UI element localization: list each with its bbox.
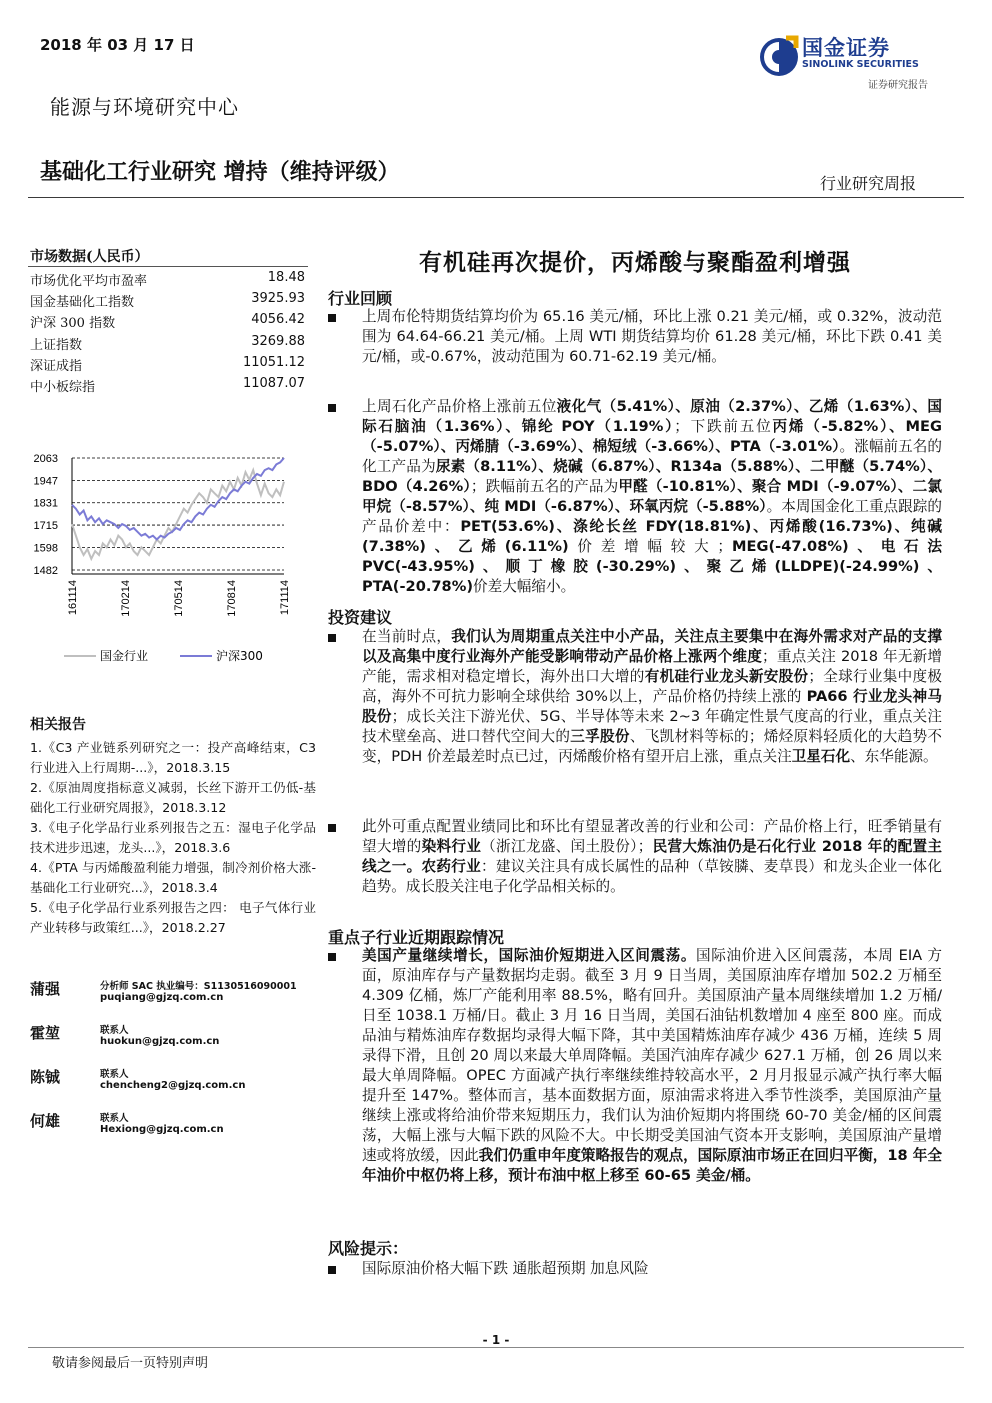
chart-legend [64,648,263,663]
related-report-item: 1.《C3 产业链系列研究之一：投产高峰结束，C3 行业进入上行周期-...》，2018.3.15 [30,740,316,775]
market-row-value: 11051.12 [242,354,305,370]
analyst-email[interactable]: Hexiong@gjzq.com.cn [100,1124,224,1135]
bold-text-segment: 尿素（8.11%）、烧碱（6.87%）、R134a（5.88%）、二甲醚（5.74%）、BDO（4.26%） [362,458,942,495]
text-segment: （浙江龙盛、闰土股份）； [481,838,653,855]
market-row [30,291,305,311]
analyst-role: 联系人 [100,1069,129,1080]
bullet-square-icon [328,314,336,322]
logo-en: SINOLINK SECURITIES [802,59,919,70]
chart-y-tick-label: 1598 [33,542,58,555]
market-row [30,312,305,332]
text-segment: 价差大幅缩小。 [473,578,576,595]
text-segment: 、飞凯材料等标的；烯烃原料轻质化的大趋势不变，PDH 价差最差时点已过，丙烯酸价格有望开启上涨，重点关注 [362,728,942,765]
company-logo [758,32,948,92]
market-row-label: 深证成指 [30,358,83,374]
text-segment: ；跌幅前五名的产品为 [470,478,619,495]
research-center: 能源与环境研究中心 [50,95,239,119]
logo-cn: 国金证券 [802,36,890,60]
analyst-role: 联系人 [100,1025,129,1036]
analyst-name: 陈铖 [30,1068,61,1086]
analyst-role: 分析师 SAC 执业编号：S1130516090001 [100,981,297,992]
chart-x-tick-label: 170814 [226,580,238,617]
section-advice-title: 投资建议 [328,608,393,627]
bold-text-segment: 卫星石化 [791,748,851,765]
advice-text-2 [362,817,942,897]
logo-subtitle: 证券研究报告 [868,80,928,91]
market-row-label: 上证指数 [30,337,83,353]
chart-y-tick-label: 1831 [33,497,58,510]
chart-legend-label: 国金行业 [100,649,149,663]
text-segment: ；成长关注下游光伏、5G、半导体等未来 2~3 年确定性景气度高的行业，重点关注技术壁垒高、进口替代空间大的 [362,708,942,745]
chart-grid [72,458,284,574]
related-report-item: 4.《PTA 与丙烯酸盈利能力增强，制冷剂价格大涨-基础化工行业研究...》，2018.3.4 [30,860,316,895]
market-row-value: 4056.42 [251,312,305,328]
text-segment: 、东华能源。 [850,748,938,765]
chart-y-ticks [34,453,58,577]
market-row-value: 11087.07 [242,376,305,391]
bold-text-segment: 染料行业 [421,838,482,855]
footer-divider [28,1347,964,1348]
chart-y-tick-label: 1715 [33,520,58,533]
section-review-title: 行业回顾 [328,289,393,308]
chart-x-tick-label: 170214 [120,580,132,617]
analyst-email[interactable]: puqiang@gjzq.com.cn [100,992,224,1003]
chart-y-tick-label: 1482 [33,565,58,577]
analyst-email[interactable]: huokun@gjzq.com.cn [100,1036,220,1047]
key-text-1 [362,946,942,1186]
bullet-square-icon [328,634,336,642]
analyst-entry [30,1022,320,1062]
bullet-square-icon [328,1266,336,1274]
risk-bullet [328,1259,942,1279]
bold-text-segment: MEG(-47.08%)、电石法 PVC(-43.95%)、顺丁橡胶(-30.29%)、聚乙烯(LLDPE)(-24.99%)、PTA(-20.78%) [362,538,942,595]
analyst-entry [30,1066,320,1106]
market-divider [28,266,308,267]
section-risk-title: 风险提示： [328,1239,409,1258]
report-type: 行业研究周报 [820,174,917,193]
bold-text-segment: PET(53.6%)、涤纶长丝 FDY(18.81%)、丙烯酸(16.73%)、纯碱(7.38%)、乙烯(6.11%) [362,518,942,555]
market-row-label: 中小板综指 [30,380,96,395]
bold-text-segment: 三孚股份 [570,728,630,745]
chart-y-tick-label: 2063 [33,453,58,465]
market-row [30,376,305,396]
text-segment: 国际油价进入区间震荡，本周 EIA 方面，原油库存与产量数据均走弱。截至 3 月 9 日当周，美国原油库存增加 502.2 万桶至 4.309 亿桶，炼厂产能利用率 88.5%，略有回升。美国原油产量本周继续增加 1.2 万桶/日至 1038.1 万桶/日。截止 3 月 16 日当周，美国石油钻机数增加 4 座至 800 座。而成品油与精炼油库存数据均录得大幅下降，其中美国精炼油库存减少 436 万桶，连续 5 周录得下滑，且创 20 周以来最大单周降幅。美国汽油库存减少 627.1 万桶，创 26 周以来最大单周降幅。OPEC 方面减产执行率继续维持较高水平，2 月月报显示减产执行率大幅提升至 147%。整体而言，基本面数据方面，原油需求将进入季节性淡季，美国原油产量继续上涨或将给油价带来短期压力，我们认为油价短期内将围绕 60-70 美金/桶的区间震荡，大幅上涨与大幅下跌的风险不大。中长期受美国油气资本开支影响，美国原油产量增速或将放缓，因此 [362,947,942,1164]
bold-text-segment: PA66 行业龙头神马股份 [362,688,943,725]
related-report-item: 5.《电子化学品行业系列报告之四： 电子气体行业 产业转移与政策红...》，2018.2.27 [30,900,316,935]
bold-text-segment: 丙烯（-5.82%）、MEG（-5.07%）、丙烯腈（-3.69%）、棉短绒（-3.66%）、PTA（-3.01%） [362,418,942,455]
chart-x-tick-label: 161114 [67,580,79,616]
header-divider [28,197,964,198]
related-reports-title: 相关报告 [30,717,86,733]
bold-text-segment: 我们认为周期重点关注中小产品，关注点主要集中在海外需求对产品的支撑以及高集中度行业海外产能受影响带动产品价格上涨两个维度 [362,628,942,665]
chart-series [72,458,284,559]
chart-series-line [72,470,284,559]
key-bullet-1 [328,946,942,1186]
footer-disclaimer: 敬请参阅最后一页特别声明 [52,1356,209,1371]
review-text-2 [362,397,942,597]
text-segment: 价差增幅较大； [568,538,732,555]
market-row-label: 沪深 300 指数 [30,316,116,332]
main-title: 有机硅再次提价，丙烯酸与聚酯盈利增强 [419,249,851,276]
market-row-value: 18.48 [267,270,305,285]
chart-x-tick-label: 170514 [173,580,185,617]
analyst-entry [30,1110,320,1150]
chart-legend-label: 沪深300 [216,649,263,663]
bold-text-segment: 我们仍重申年度策略报告的观点，国际原油市场正在回归平衡，18 年全年油价中枢仍将上移，预计布油中枢上移至 60-65 美金/桶。 [362,1147,942,1184]
analyst-name: 蒲强 [30,980,61,998]
bold-text-segment: 有机硅行业龙头新安股份 [644,668,809,685]
review-bullet-1 [328,307,942,367]
market-data-title: 市场数据(人民币） [30,249,149,265]
bullet-square-icon [328,824,336,832]
text-segment: ：建议关注具有成长属性的品种（草铵膦、麦草畏）和龙头企业一体化趋势。成长股关注电子化学品相关标的。 [362,858,942,895]
text-segment: ；下跌前五位 [674,418,773,435]
review-bullet-2 [328,397,942,597]
page-number: - 1 - [482,1333,510,1347]
industry-rating-title: 基础化工行业研究 增持（维持评级） [40,160,400,185]
sinolink-logo-icon [758,34,800,80]
bold-text-segment: 民营大炼油仍是石化行业 2018 年的配置主线之一。农药行业 [362,838,942,875]
bold-text-segment: 甲醛（-10.81%）、聚合 MDI（-9.07%）、二氯甲烷（-8.57%）、纯 MDI（-6.87%）、环氧丙烷（-5.88%） [362,478,942,515]
bullet-square-icon [328,404,336,412]
market-row-value: 3269.88 [251,333,305,349]
report-date: 2018 年 03 月 17 日 [40,36,195,54]
advice-bullet-2 [328,817,942,897]
related-report-item: 3.《电子化学品行业系列报告之五：湿电子化学品 技术进步迅速，龙头...》，2018.3.6 [30,820,316,855]
analyst-name: 何雄 [30,1112,61,1130]
text-segment: 在当前时点， [362,628,452,645]
market-row [30,270,305,290]
analyst-role: 联系人 [100,1113,129,1124]
related-report-item: 2.《原油周度指标意义减弱，长丝下游开工仍低-基础化工行业研究周报》，2018.3.12 [30,780,316,815]
text-segment: ；重点关注 2018 年无新增产能，需求相对稳定增长，海外出口大增的 [362,648,942,685]
chart-x-tick-label: 171114 [279,580,291,616]
risk-text: 国际原油价格大幅下跌 通胀超预期 加息风险 [362,1260,649,1277]
market-row-label: 市场优化平均市盈率 [30,274,148,289]
chart-x-ticks [67,580,291,617]
text-segment: 上周石化产品价格上涨前五位 [362,398,557,415]
analyst-entry [30,978,320,1018]
analyst-name: 霍堃 [30,1024,61,1042]
related-reports-list [30,738,316,938]
text-segment: ；全球行业集中度极高，海外不可抗力影响全球供给 30%以上，产品价格仍持续上涨的 [362,668,942,705]
bold-text-segment: 美国产量继续增长，国际油价短期进入区间震荡。 [362,947,697,964]
bold-text-segment: 液化气（5.41%）、原油（2.37%）、乙烯（1.63%）、国际石脑油（1.36%）、锦纶 POY（1.19%） [362,398,942,435]
market-row-value: 3925.93 [251,291,305,307]
market-row-label: 国金基础化工指数 [30,295,135,311]
index-chart [22,440,312,670]
chart-y-tick-label: 1947 [33,475,58,488]
bullet-square-icon [328,953,336,961]
text-segment: 。本周国金化工重点跟踪的产品价差中： [362,498,942,535]
market-row [30,355,305,375]
advice-text-1 [362,627,942,767]
text-segment: 此外可重点配置业绩同比和环比有望显著改善的行业和公司：产品价格上行，旺季销量有望大增的 [362,818,942,855]
advice-bullet-1 [328,627,942,767]
review-text-1: 上周布伦特期货结算均价为 65.16 美元/桶，环比上涨 0.21 美元/桶，或 0.32%，波动范围为 64.64-66.21 美元/桶。上周 WTI 期货结算均价 61.28 美元/桶，环比下跌 0.41 美元/桶，或-0.67%，波动范围为 60.71-62.19 美元/桶。 [362,308,942,365]
section-key-title: 重点子行业近期跟踪情况 [328,928,505,947]
text-segment: 。涨幅前五名的化工产品为 [362,438,942,475]
market-row [30,334,305,354]
analyst-email[interactable]: chencheng2@gjzq.com.cn [100,1080,246,1091]
